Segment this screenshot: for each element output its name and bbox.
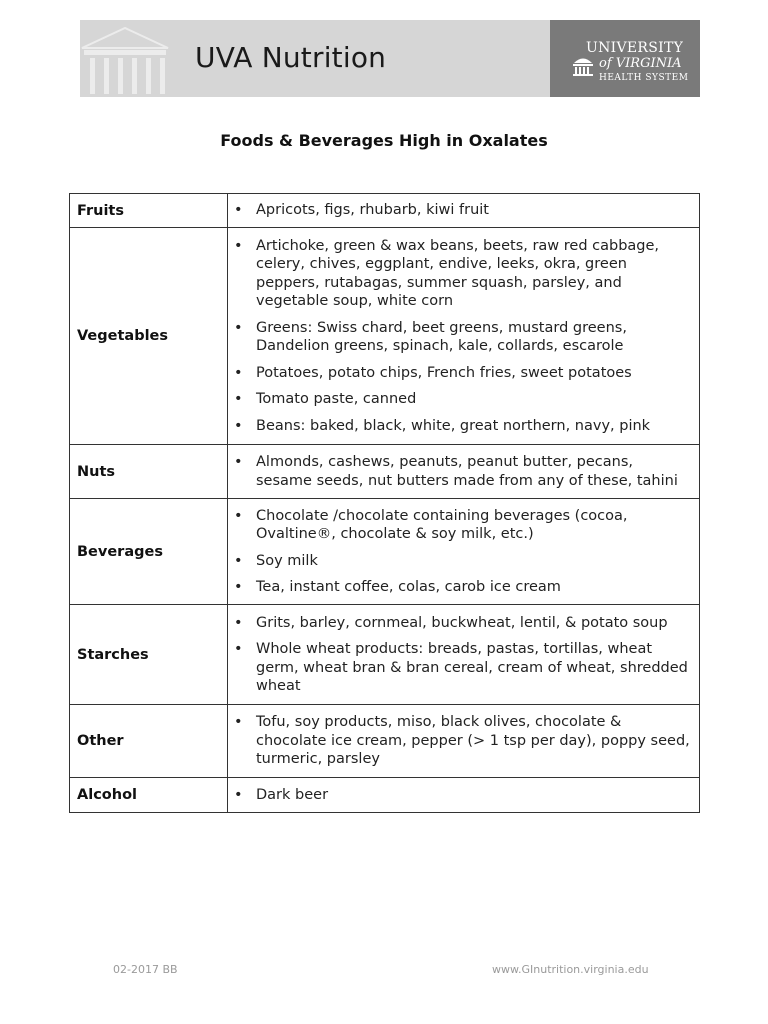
footer-date-code: 02-2017 BB	[113, 963, 178, 976]
list-item: • Artichoke, green & wax beans, beets, raw red cabbage, celery, chives, eggplant, endive, leeks, okra, green peppers, rutabagas, summer squash, parsley, and vegetable soup, white corn	[228, 237, 691, 311]
food-list	[228, 507, 691, 597]
list-item: • Dark beer	[228, 786, 691, 805]
category-cell: Beverages	[70, 499, 228, 605]
items-cell	[228, 445, 700, 499]
food-list	[228, 237, 691, 436]
rotunda-watermark-icon	[80, 20, 170, 97]
items-cell	[228, 705, 700, 778]
oxalate-foods-table	[69, 193, 700, 813]
items-cell	[228, 499, 700, 605]
items-cell	[228, 228, 700, 445]
category-cell: Other	[70, 705, 228, 778]
list-item: • Tofu, soy products, miso, black olives, chocolate & chocolate ice cream, pepper (> 1 tsp per day), poppy seed, turmeric, parsley	[228, 713, 691, 769]
list-item: • Almonds, cashews, peanuts, peanut butter, pecans, sesame seeds, nut butters made from any of these, tahini	[228, 453, 691, 490]
header-banner	[80, 20, 700, 97]
category-cell: Fruits	[70, 194, 228, 228]
category-cell: Vegetables	[70, 228, 228, 445]
table-row	[70, 228, 700, 445]
table-row	[70, 605, 700, 705]
university-logo	[550, 20, 700, 97]
table-row	[70, 194, 700, 228]
food-list	[228, 786, 691, 805]
category-cell: Nuts	[70, 445, 228, 499]
items-cell	[228, 778, 700, 813]
list-item: • Beans: baked, black, white, great northern, navy, pink	[228, 417, 691, 436]
logo-university-text: UNIVERSITY	[586, 40, 684, 56]
banner-title: UVA Nutrition	[195, 41, 387, 74]
items-cell	[228, 605, 700, 705]
footer-website: www.GInutrition.virginia.edu	[492, 963, 649, 976]
list-item: • Grits, barley, cornmeal, buckwheat, lentil, & potato soup	[228, 614, 691, 633]
list-item: • Soy milk	[228, 552, 691, 571]
list-item: • Tomato paste, canned	[228, 390, 691, 409]
logo-virginia-text: of VIRGINIA	[599, 56, 682, 71]
list-item: • Chocolate /chocolate containing beverages (cocoa, Ovaltine®, chocolate & soy milk, etc.)	[228, 507, 691, 544]
food-list	[228, 201, 691, 220]
table-row	[70, 705, 700, 778]
category-cell: Starches	[70, 605, 228, 705]
rotunda-logo-icon	[572, 54, 594, 76]
list-item: • Tea, instant coffee, colas, carob ice cream	[228, 578, 691, 597]
list-item: • Whole wheat products: breads, pastas, tortillas, wheat germ, wheat bran & bran cereal, cream of wheat, shredded wheat	[228, 640, 691, 696]
logo-health-system-text: HEALTH SYSTEM	[599, 73, 689, 83]
table-row	[70, 778, 700, 813]
document-title: Foods & Beverages High in Oxalates	[220, 131, 548, 150]
table-row	[70, 445, 700, 499]
table-row	[70, 499, 700, 605]
list-item: • Greens: Swiss chard, beet greens, mustard greens, Dandelion greens, spinach, kale, collards, escarole	[228, 319, 691, 356]
list-item: • Potatoes, potato chips, French fries, sweet potatoes	[228, 364, 691, 383]
food-list	[228, 453, 691, 490]
items-cell	[228, 194, 700, 228]
food-list	[228, 713, 691, 769]
category-cell: Alcohol	[70, 778, 228, 813]
list-item: • Apricots, figs, rhubarb, kiwi fruit	[228, 201, 691, 220]
food-list	[228, 614, 691, 696]
